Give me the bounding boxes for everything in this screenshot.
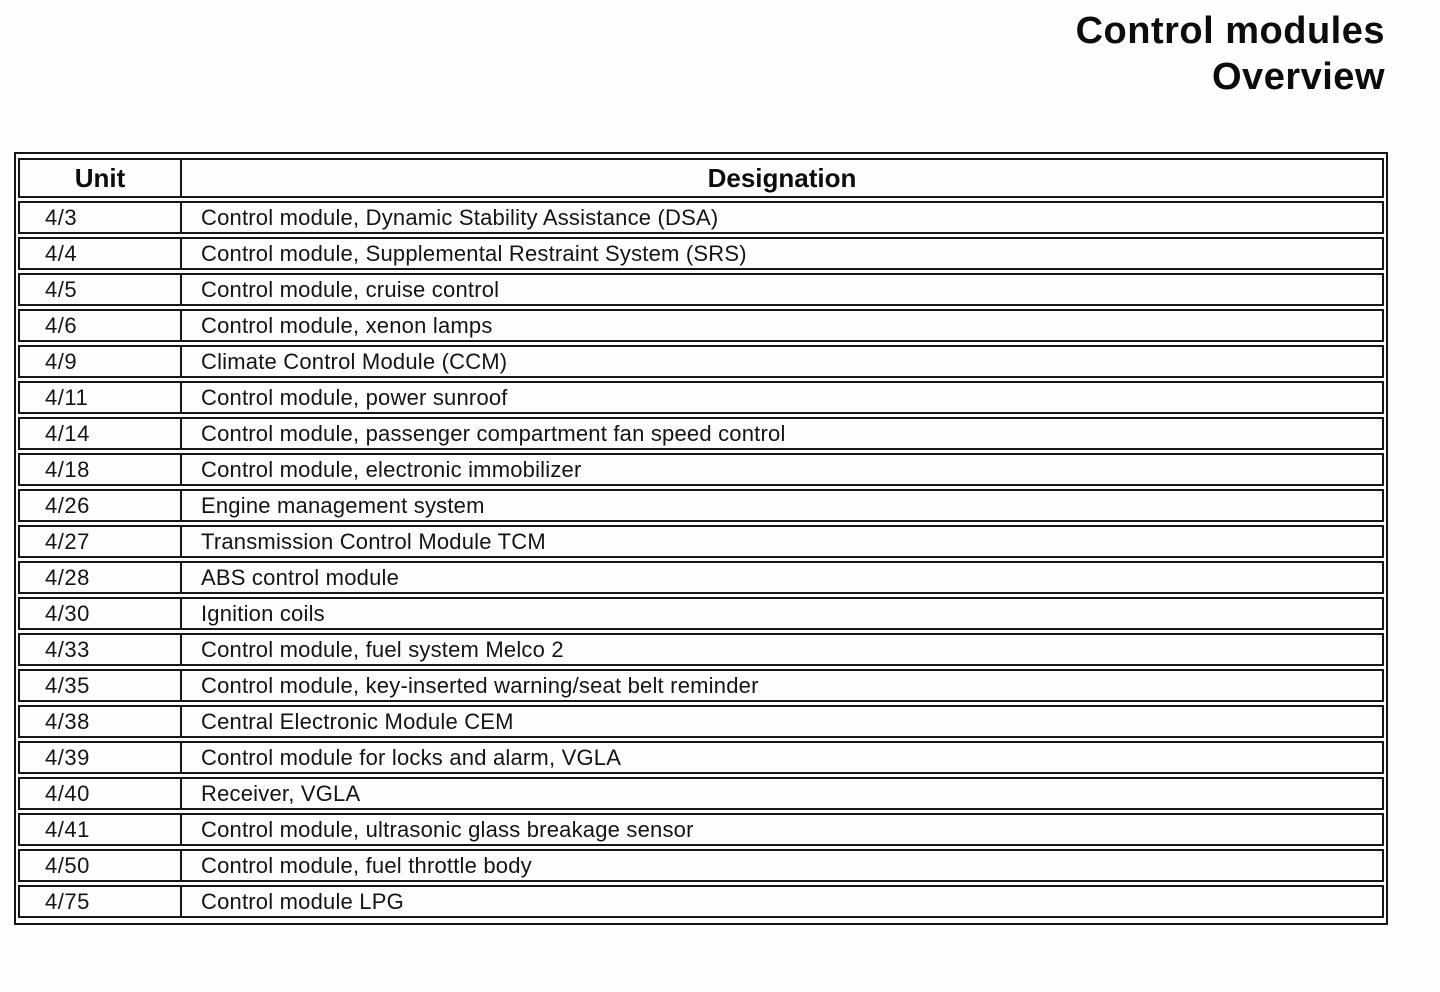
table-row	[18, 561, 1384, 594]
unit-cell: 4/30	[18, 597, 181, 630]
unit-cell: 4/41	[18, 813, 181, 846]
table-row	[18, 813, 1384, 846]
table-row	[18, 669, 1384, 702]
unit-cell: 4/75	[18, 885, 181, 918]
unit-column-header: Unit	[18, 158, 181, 198]
designation-cell: Control module, key-inserted warning/seat belt reminder	[181, 669, 1384, 702]
table-row	[18, 237, 1384, 270]
designation-cell: Control module, passenger compartment fan speed control	[181, 417, 1384, 450]
control-modules-table-frame	[14, 152, 1388, 925]
designation-cell: Control module, fuel throttle body	[181, 849, 1384, 882]
unit-cell: 4/38	[18, 705, 181, 738]
designation-cell: ABS control module	[181, 561, 1384, 594]
designation-cell: Control module LPG	[181, 885, 1384, 918]
unit-cell: 4/18	[18, 453, 181, 486]
designation-cell: Control module, cruise control	[181, 273, 1384, 306]
table-body	[18, 201, 1384, 918]
unit-cell: 4/35	[18, 669, 181, 702]
unit-cell: 4/11	[18, 381, 181, 414]
unit-cell: 4/27	[18, 525, 181, 558]
page-title-line1: Control modules	[1075, 10, 1385, 52]
table-row	[18, 273, 1384, 306]
designation-cell: Receiver, VGLA	[181, 777, 1384, 810]
table-row	[18, 705, 1384, 738]
page-title-line2: Overview	[1212, 56, 1385, 98]
designation-cell: Control module, Supplemental Restraint System (SRS)	[181, 237, 1384, 270]
unit-cell: 4/28	[18, 561, 181, 594]
unit-cell: 4/26	[18, 489, 181, 522]
unit-cell: 4/3	[18, 201, 181, 234]
table-header-row	[18, 158, 1384, 198]
table-row	[18, 885, 1384, 918]
table-row	[18, 453, 1384, 486]
unit-cell: 4/9	[18, 345, 181, 378]
designation-cell: Control module for locks and alarm, VGLA	[181, 741, 1384, 774]
designation-cell: Control module, Dynamic Stability Assistance (DSA)	[181, 201, 1384, 234]
designation-cell: Climate Control Module (CCM)	[181, 345, 1384, 378]
table-row	[18, 849, 1384, 882]
table-row	[18, 741, 1384, 774]
unit-cell: 4/4	[18, 237, 181, 270]
unit-cell: 4/39	[18, 741, 181, 774]
unit-cell: 4/50	[18, 849, 181, 882]
designation-cell: Control module, xenon lamps	[181, 309, 1384, 342]
unit-cell: 4/14	[18, 417, 181, 450]
page-title	[1076, 8, 1385, 100]
unit-cell: 4/40	[18, 777, 181, 810]
designation-cell: Engine management system	[181, 489, 1384, 522]
table-row	[18, 345, 1384, 378]
designation-cell: Control module, fuel system Melco 2	[181, 633, 1384, 666]
table-row	[18, 309, 1384, 342]
table-row	[18, 633, 1384, 666]
table-row	[18, 525, 1384, 558]
control-modules-table	[18, 155, 1384, 921]
designation-cell: Central Electronic Module CEM	[181, 705, 1384, 738]
table-row	[18, 381, 1384, 414]
designation-cell: Control module, power sunroof	[181, 381, 1384, 414]
table-row	[18, 201, 1384, 234]
table-row	[18, 489, 1384, 522]
designation-cell: Control module, ultrasonic glass breakage sensor	[181, 813, 1384, 846]
table-row	[18, 597, 1384, 630]
designation-cell: Ignition coils	[181, 597, 1384, 630]
table-row	[18, 417, 1384, 450]
designation-cell: Transmission Control Module TCM	[181, 525, 1384, 558]
table-row	[18, 777, 1384, 810]
designation-cell: Control module, electronic immobilizer	[181, 453, 1384, 486]
designation-column-header: Designation	[181, 158, 1384, 198]
unit-cell: 4/5	[18, 273, 181, 306]
unit-cell: 4/6	[18, 309, 181, 342]
unit-cell: 4/33	[18, 633, 181, 666]
